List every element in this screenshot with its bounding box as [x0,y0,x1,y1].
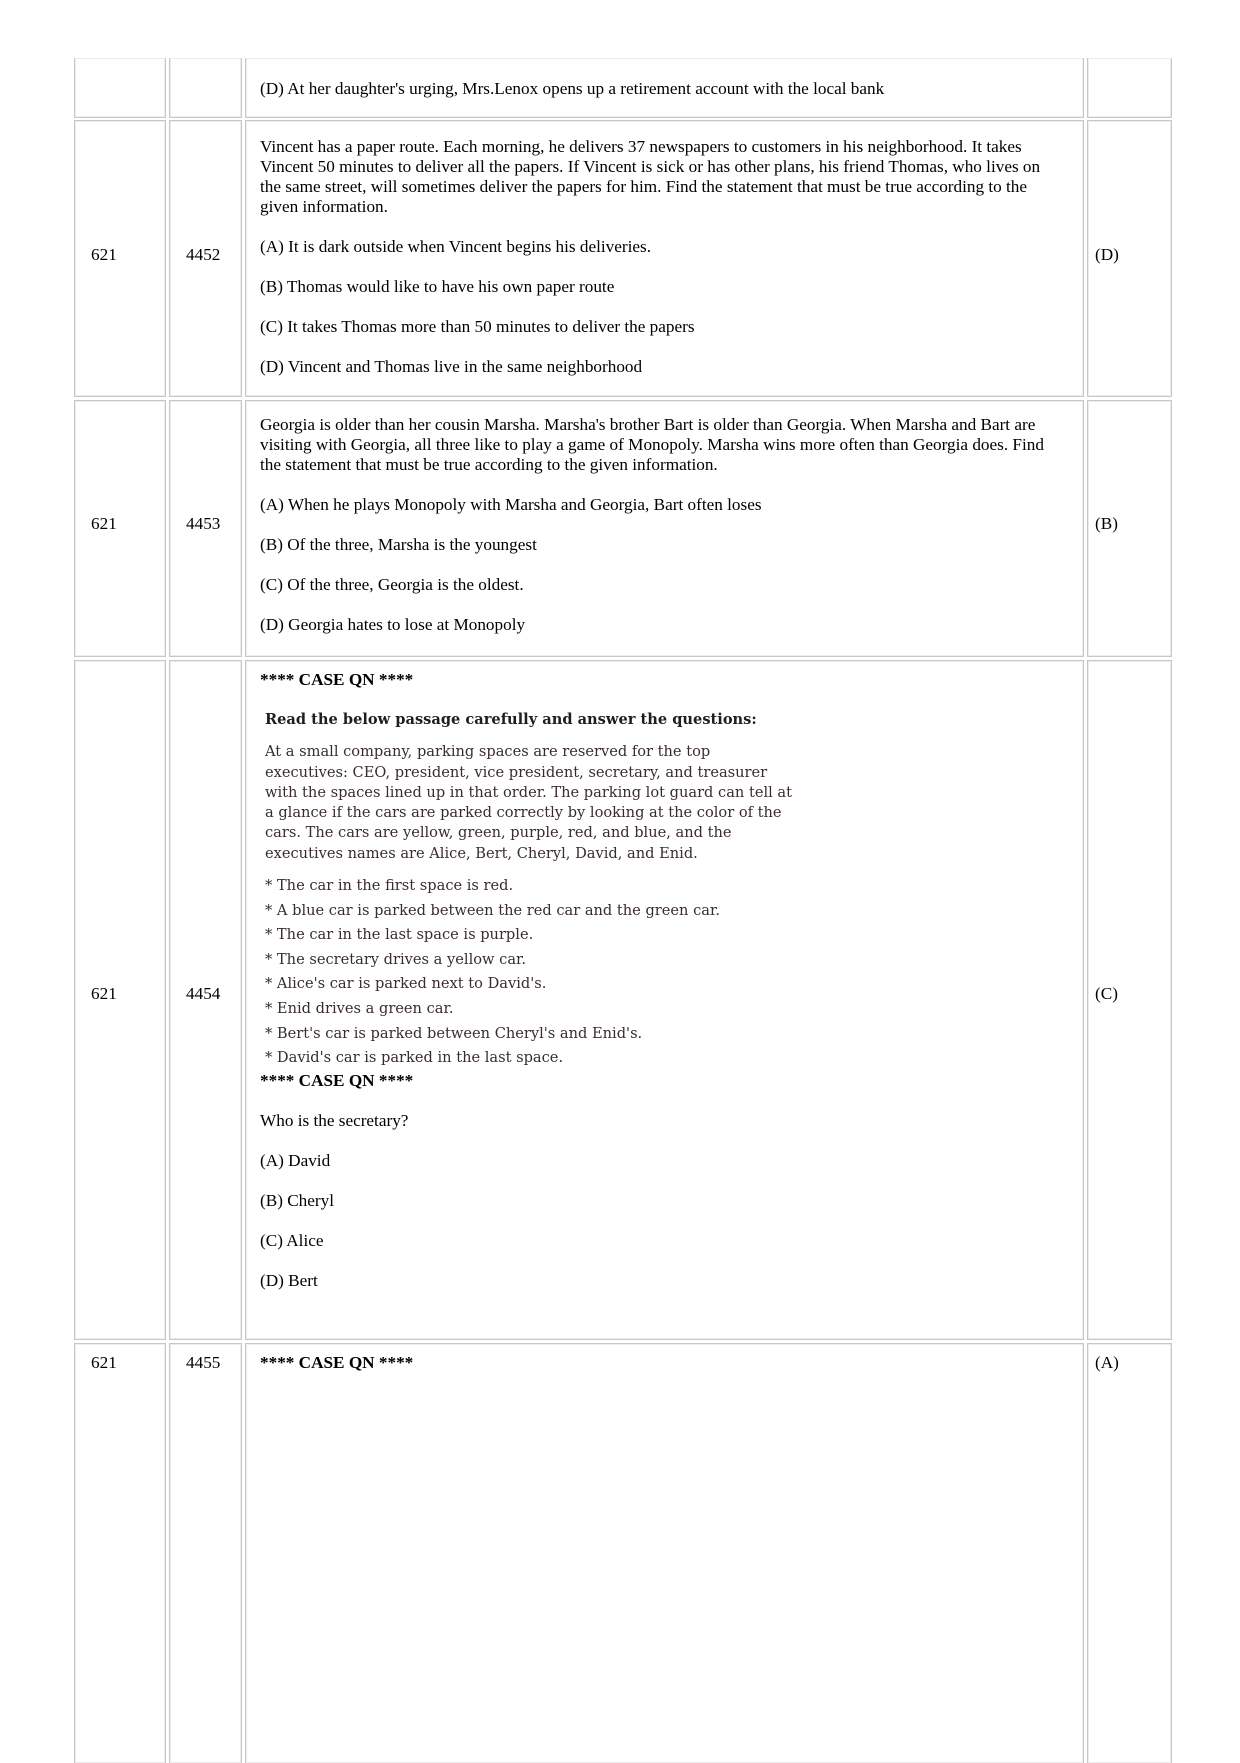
option-b: (B) Of the three, Marsha is the youngest [260,535,537,554]
set-cell [74,1343,166,1763]
set-cell [74,660,166,1340]
set-cell [74,400,166,657]
clue: * David's car is parked in the last space. [265,1049,564,1067]
clue: * Alice's car is parked next to David's. [265,975,547,993]
question-id: 4453 [186,514,221,533]
option: (D) At her daughter's urging, Mrs.Lenox opens up a retirement account with the local bank [260,79,885,98]
option-a: (A) It is dark outside when Vincent begins his deliveries. [260,237,652,256]
case-marker: **** CASE QN **** [260,1353,414,1372]
case-marker: **** CASE QN **** [260,670,414,689]
question-id: 4455 [186,1353,221,1372]
option-c: (C) Alice [260,1230,324,1250]
answer-cell [1087,58,1172,118]
option-c: (C) It takes Thomas more than 50 minutes to deliver the papers [260,317,695,336]
option-c: (C) Of the three, Georgia is the oldest. [260,575,524,594]
question-text [260,1353,1060,1373]
question-text [260,670,1060,1291]
option-a: (A) David [260,1150,331,1170]
qid-cell [169,58,242,118]
answer-key: (D) [1095,245,1119,264]
passage-text: At a small company, parking spaces are reserved for the top executives: CEO, president, vice president, secretary, and treasurer with the spaces lined up in that order. The parking lot guard can tell at a glance if the cars are parked correctly by looking at the color of the cars. The cars are yellow, green, purple, red, and blue, and the executives names are Alice, Bert, Cheryl, David, and Enid. [265,743,792,862]
clue: * The car in the first space is red. [265,877,514,895]
question-stem: Georgia is older than her cousin Marsha. Marsha's brother Bart is older than Georgia. When Marsha and Bart are visiting with Georgia, all three like to play a game of Monopoly. Marsha wins more often than Georgia does. Find the statement that must be true according to the given information. [260,415,1044,474]
set-number: 621 [91,514,117,533]
passage-heading: Read the below passage carefully and answer the questions: [265,711,757,728]
answer-key: (B) [1095,514,1118,533]
option-d: (D) Georgia hates to lose at Monopoly [260,615,526,634]
option-b: (B) Thomas would like to have his own paper route [260,277,615,296]
question-text [260,137,1060,377]
case-marker-end: **** CASE QN **** [260,1070,414,1090]
option-d: (D) Vincent and Thomas live in the same neighborhood [260,357,643,376]
clue: * Enid drives a green car. [265,1000,454,1018]
set-number: 621 [91,245,117,264]
set-number: 621 [91,1353,117,1372]
set-number: 621 [91,984,117,1003]
question-text [260,415,1060,635]
question-stem: Vincent has a paper route. Each morning, he delivers 37 newspapers to customers in his neighborhood. It takes Vincent 50 minutes to deliver all the papers. If Vincent is sick or has other plans, his friend Thomas, who lives on the same street, will sometimes deliver the papers for him. Find the statement that must be true according to the given information. [260,137,1041,216]
answer-key: (A) [1095,1353,1119,1372]
passage-image [265,710,1060,1071]
option-b: (B) Cheryl [260,1190,334,1210]
option-a: (A) When he plays Monopoly with Marsha and Georgia, Bart often loses [260,495,762,514]
answer-cell [1087,1343,1172,1763]
clue: * A blue car is parked between the red car and the green car. [265,901,720,919]
question-id: 4454 [186,984,221,1003]
option-d: (D) Bert [260,1270,318,1290]
answer-key: (C) [1095,984,1118,1003]
question-text [260,79,1060,99]
qid-cell [169,1343,242,1763]
set-cell [74,120,166,397]
question-stem: Who is the secretary? [260,1110,409,1130]
clue: * The car in the last space is purple. [265,926,534,944]
clue: * The secretary drives a yellow car. [265,950,527,968]
set-cell [74,58,166,118]
clue: * Bert's car is parked between Cheryl's and Enid's. [265,1024,643,1042]
question-id: 4452 [186,245,221,264]
question-cell [245,1343,1084,1763]
